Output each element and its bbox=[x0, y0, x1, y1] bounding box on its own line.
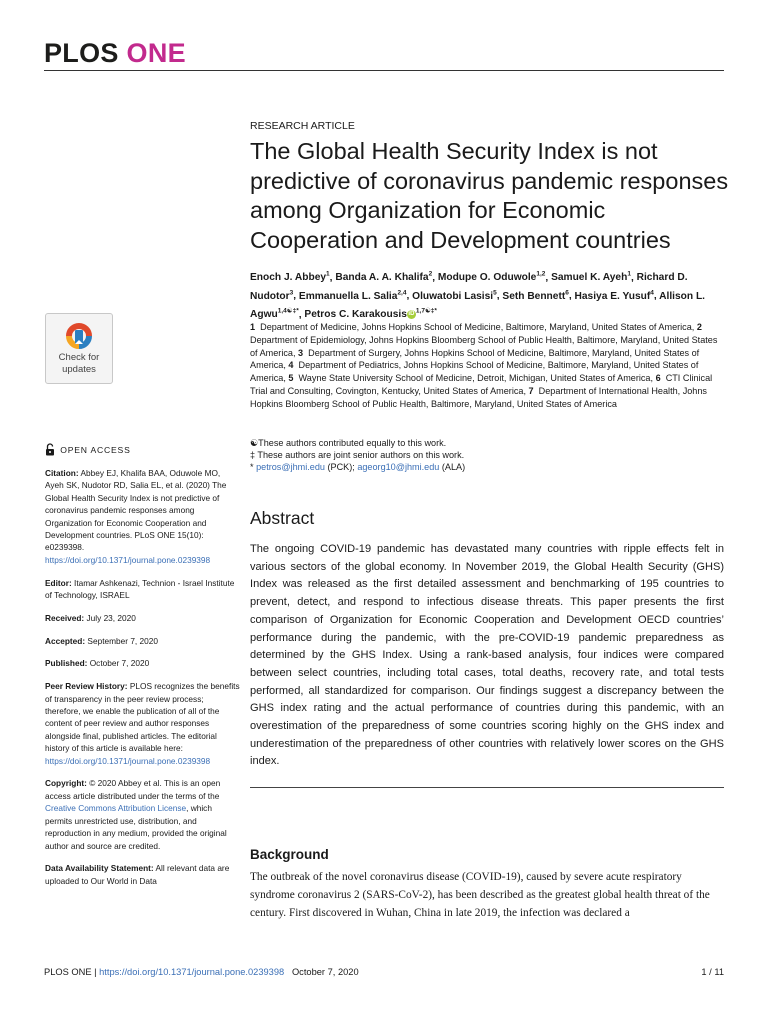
article-metadata-sidebar bbox=[45, 467, 240, 898]
received-date: Received: July 23, 2020 bbox=[45, 612, 136, 623]
open-access-label: OPEN ACCESS bbox=[60, 445, 131, 455]
email-link-pck[interactable]: petros@jhmi.edu bbox=[256, 462, 325, 472]
citation: Citation: Abbey EJ, Khalifa BAA, Oduwole MO, Ayeh SK, Nudotor RD, Salia EL, et al. (2020) The Global Health Security Index is not predictive of coronavirus pandemic responses among Organization for Economic Cooperation and Development countries. PLoS ONE 15(10): e0239398. https://doi.org/10.1371/journal.pone.0239398 bbox=[45, 468, 227, 565]
abstract-divider bbox=[250, 787, 724, 788]
journal-logo-one: ONE bbox=[126, 38, 186, 68]
affiliations: 1 Department of Medicine, Johns Hopkins School of Medicine, Baltimore, Maryland, United States of America, 2 Department of Epidemiology, Johns Hopkins Bloomberg School of Public Health, Baltimore, Maryland, United States of America, 3 Department of Surgery, Johns Hopkins School of Medicine, Baltimore, Maryland, United States of America, 4 Department of Pediatrics, Johns Hopkins School of Medicine, Baltimore, Maryland, United States of America, 5 Wayne State University School of Medicine, Detroit, Michigan, United States of America, 6 CTI Clinical Trial and Consulting, Covington, Kentucky, United States of America, 7 Department of International Health, Johns Hopkins Bloomberg School of Public Health, Baltimore, Maryland, United States of America bbox=[250, 322, 718, 409]
equal-contribution-note: ☯These authors contributed equally to this work. bbox=[250, 438, 447, 448]
article-title: The Global Health Security Index is not predictive of coronavirus pandemic responses among Organization for Economic Cooperation and Development countries bbox=[250, 138, 729, 253]
author-notes bbox=[250, 437, 720, 473]
orcid-icon[interactable]: iD bbox=[408, 310, 415, 317]
peer-review-history: Peer Review History: PLOS recognizes the benefits of transparency in the peer review process; therefore, we enable the publication of all of the content of peer review and author responses alongside final, published articles. The editorial history of this article is available here: https://doi.org/10.1371/journal.pone.0239398 bbox=[45, 681, 240, 766]
author[interactable]: Allison L. Agwu$^{1,4☯\ddagger*}$ bbox=[250, 290, 705, 321]
author[interactable]: Emmanuella L. Salia$^{2,4}$ bbox=[298, 289, 407, 302]
open-access-badge bbox=[45, 443, 131, 456]
author[interactable]: Oluwatobi Lasisi$^5$ bbox=[412, 289, 497, 302]
background-heading: Background bbox=[250, 847, 329, 862]
email-link-ala[interactable]: ageorg10@jhmi.edu bbox=[357, 462, 440, 472]
page-footer: PLOS ONE | https://doi.org/10.1371/journal.pone.0239398 October 7, 2020 1 / 11 bbox=[44, 967, 724, 977]
accepted-date: Accepted: September 7, 2020 bbox=[45, 635, 159, 646]
author[interactable]: Samuel K. Ayeh$^1$ bbox=[551, 271, 631, 284]
footer-date: October 7, 2020 bbox=[291, 967, 359, 977]
author[interactable]: Petros C. Karakousis iD $^{1,7☯\ddagger*}$ bbox=[304, 307, 437, 321]
peer-review-link[interactable]: https://doi.org/10.1371/journal.pone.0239398 bbox=[45, 755, 211, 766]
correspondence-note: * petros@jhmi.edu (PCK); ageorg10@jhmi.edu (ALA) bbox=[250, 462, 466, 472]
published-date: Published: October 7, 2020 bbox=[45, 658, 150, 669]
journal-logo-plos: PLOS bbox=[44, 38, 119, 68]
article-type: RESEARCH ARTICLE bbox=[250, 120, 355, 132]
check-updates-icon bbox=[63, 320, 95, 352]
editor: Editor: Itamar Ashkenazi, Technion - Israel Institute of Technology, ISRAEL bbox=[45, 577, 235, 601]
footer-journal: PLOS ONE bbox=[44, 967, 92, 977]
data-availability: Data Availability Statement: All relevant data are uploaded to Our World in Data bbox=[45, 863, 230, 886]
author[interactable]: Banda A. A. Khalifa$^2$ bbox=[335, 271, 433, 284]
author[interactable]: Seth Bennett$^6$ bbox=[502, 289, 569, 302]
author-list: Enoch J. Abbey$^1$, Banda A. A. Khalifa$^2$, Modupe O. Oduwole$^{1,2}$, Samuel K. Ayeh$^1$, Richard D. Nudotor$^3$, Emmanuella L. Salia$^{2,4}$, Oluwatobi Lasisi$^5$, Seth Bennett$^6$, Hasiya E. Yusuf$^4$, Allison L. Agwu$^{1,4☯\ddagger*}$, Petros C. Karakousis iD $^{1,7☯\ddagger*}$ bbox=[250, 271, 705, 321]
license-link[interactable]: Creative Commons Attribution License bbox=[45, 803, 187, 814]
check-updates-line1: Check for bbox=[58, 352, 100, 363]
check-for-updates-button[interactable] bbox=[45, 313, 113, 384]
page-number: 1 / 11 bbox=[701, 967, 724, 977]
footer-doi-link[interactable]: https://doi.org/10.1371/journal.pone.0239398 bbox=[99, 967, 285, 977]
check-updates-line2: updates bbox=[62, 363, 96, 375]
author[interactable]: Modupe O. Oduwole$^{1,2}$ bbox=[437, 271, 546, 284]
senior-author-note: ‡ These authors are joint senior authors on this work. bbox=[250, 450, 465, 460]
citation-doi-link[interactable]: https://doi.org/10.1371/journal.pone.0239398 bbox=[45, 554, 211, 565]
open-lock-icon bbox=[45, 443, 55, 456]
author[interactable]: Enoch J. Abbey$^1$ bbox=[250, 271, 330, 284]
abstract-heading: Abstract bbox=[250, 508, 315, 528]
journal-logo[interactable] bbox=[44, 38, 186, 69]
background-text: The outbreak of the novel coronavirus disease (COVID-19), caused by severe acute respiratory syndrome coronavirus 2 (SARS-CoV-2), has been described as the greatest global health threat of the century. First discovered in Wuhan, China in late 2019, the infection was declared a bbox=[250, 871, 710, 919]
author[interactable]: Hasiya E. Yusuf$^4$ bbox=[574, 289, 654, 302]
author[interactable]: Richard D. Nudotor$^3$ bbox=[250, 272, 688, 302]
abstract-text: The ongoing COVID-19 pandemic has devastated many countries with ripple effects felt in various sectors of the global economy. In November 2019, the Global Health Security (GHS) Index was released as the first detailed assessment and benchmarking of 195 countries to prevent, detect, and respond to infectious disease threats. This paper presents the first comparison of Organization for Economic Cooperation and Development OECD countries’ performance during the pandemic, with the pre-COVID-19 pandemic preparedness as determined by the GHS Index. Using a rank-based analysis, four indices were compared between select countries, including total cases, total deaths, recovery rate, and total tests performed, all standardized for comparison. Our findings suggest a discrepancy between the GHS index rating and the actual performance of countries during this pandemic, with an overestimation of the preparedness of some countries scoring highly on the GHS index and underestimation of the preparedness of other countries with relatively lower scores on the GHS index. bbox=[250, 543, 724, 768]
header-divider bbox=[44, 70, 724, 71]
copyright: Copyright: © 2020 Abbey et al. This is an open access article distributed under the terms of the Creative Commons Attribution License, which permits unrestricted use, distribution, and reproduction in any medium, provided the original author and source are credited. bbox=[45, 778, 227, 851]
